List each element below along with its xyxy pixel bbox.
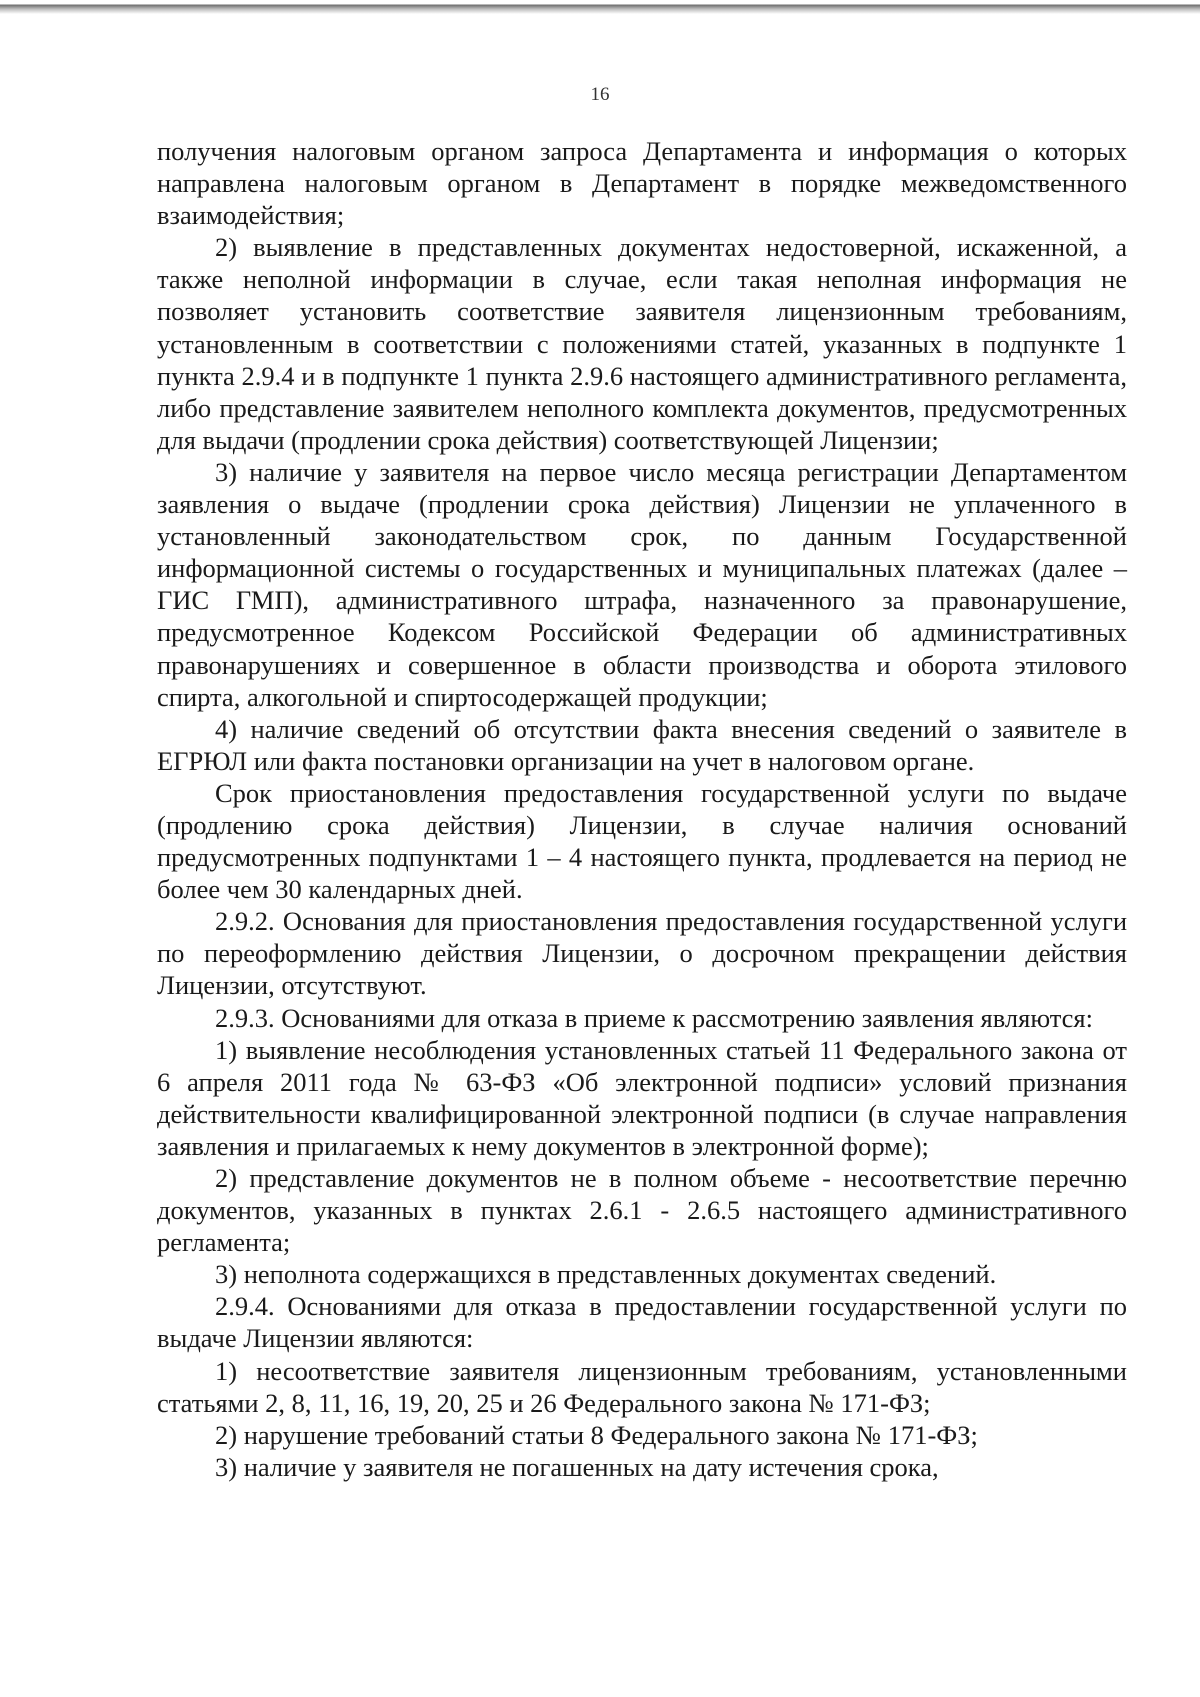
- paragraph: 2.9.2. Основания для приостановления предоставления государственной услуги по переоформлению действия Лицензии, о досрочном прекращении действия Лицензии, отсутствуют.: [157, 906, 1127, 1001]
- page-number: 16: [590, 84, 610, 105]
- paragraph: 2) выявление в представленных документах недостоверной, искаженной, а также неполной информации в случае, если такая неполная информация не позволяет установить соответствие заявителя лицензионным требованиям, установленным в соответствии с положениями статей, указанных в подпункте 1 пункта 2.9.4 и в подпункте 1 пункта 2.9.6 настоящего административного регламента, либо представление заявителем неполного комплекта документов, предусмотренных для выдачи (продлении срока действия) соответствующей Лицензии;: [157, 232, 1127, 455]
- paragraph: 1) выявление несоблюдения установленных статьей 11 Федерального закона от 6 апреля 2011 года № 63-ФЗ «Об электронной подписи» условий признания действительности квалифицированной электронной подписи (в случае направления заявления и прилагаемых к нему документов в электронной форме);: [157, 1034, 1127, 1161]
- paragraph: 3) неполнота содержащихся в представленных документах сведений.: [215, 1259, 997, 1290]
- paragraph: 3) наличие у заявителя на первое число месяца регистрации Департаментом заявления о выдаче (продлении срока действия) Лицензии не уплаченного в установленный законодательством срок, по данным Государственной информационной системы о государственных и муниципальных платежах (далее – ГИС ГМП), административного штрафа, назначенного за правонарушение, предусмотренное Кодексом Российской Федерации об административных правонарушениях и совершенное в области производства и оборота этилового спирта, алкогольной и спиртосодержащей продукции;: [157, 456, 1127, 712]
- paragraph: 2) представление документов не в полном объеме - несоответствие перечню документов, указанных в пунктах 2.6.1 - 2.6.5 настоящего административного регламента;: [157, 1163, 1127, 1258]
- paragraph: 4) наличие сведений об отсутствии факта внесения сведений о заявителе в ЕГРЮЛ или факта постановки организации на учет в налоговом органе.: [157, 713, 1127, 776]
- paragraph: Срок приостановления предоставления государственной услуги по выдаче (продлению срока действия) Лицензии, в случае наличия оснований предусмотренных подпунктами 1 – 4 настоящего пункта, продлевается на период не более чем 30 календарных дней.: [157, 777, 1127, 905]
- paragraph: 2) нарушение требований статьи 8 Федерального закона № 171-ФЗ;: [215, 1419, 978, 1450]
- paragraph: 3) наличие у заявителя не погашенных на дату истечения срока,: [215, 1451, 939, 1482]
- paragraph: получения налоговым органом запроса Департамента и информация о которых направлена налоговым органом в Департамент в порядке межведомственного взаимодействия;: [157, 136, 1127, 231]
- scan-top-border: [0, 0, 1200, 14]
- paragraph: 2.9.3. Основаниями для отказа в приеме к рассмотрению заявления являются:: [215, 1002, 1093, 1033]
- paragraph: 2.9.4. Основаниями для отказа в предоставлении государственной услуги по выдаче Лицензии являются:: [157, 1291, 1127, 1354]
- document-body: [157, 135, 1127, 1483]
- paragraph: 1) несоответствие заявителя лицензионным требованиям, установленными статьями 2, 8, 11, 16, 19, 20, 25 и 26 Федерального закона № 171-ФЗ;: [157, 1355, 1127, 1418]
